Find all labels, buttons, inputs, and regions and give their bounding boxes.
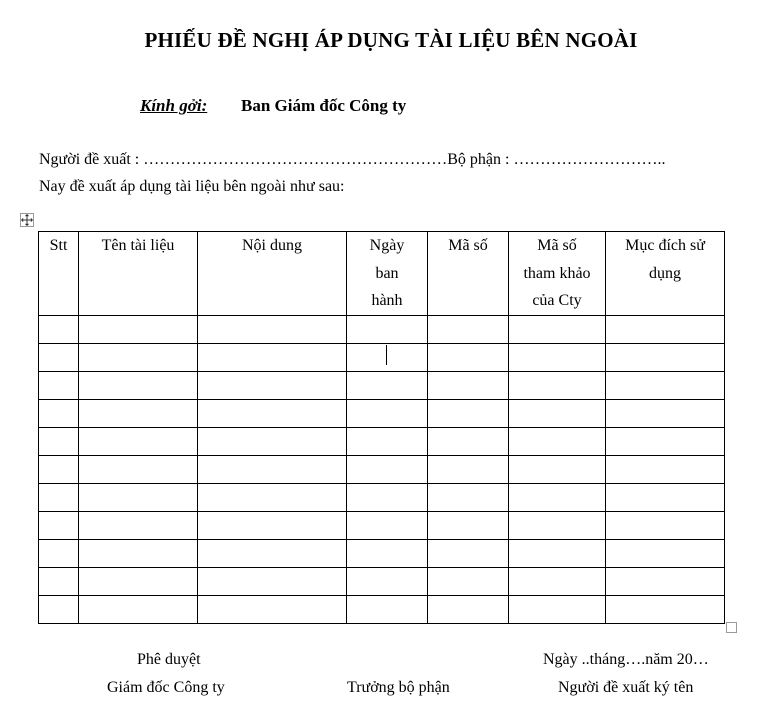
header-text-line: của Cty <box>532 292 582 309</box>
greeting-label: Kính gởi: <box>140 96 208 115</box>
table-header-row <box>39 232 725 316</box>
table-cell[interactable] <box>606 343 725 371</box>
header-text-line: Stt <box>49 237 68 254</box>
table-resize-handle-icon[interactable] <box>726 622 737 633</box>
table-cell[interactable] <box>606 455 725 483</box>
header-text-line: Ngày <box>369 237 405 254</box>
table-cell[interactable] <box>347 427 428 455</box>
table-cell[interactable] <box>428 371 509 399</box>
intro-line: Nay đề xuất áp dụng tài liệu bên ngoài như sau: <box>39 178 345 195</box>
director-signature-label: Giám đốc Công ty <box>107 679 225 696</box>
table-cell[interactable] <box>347 511 428 539</box>
table-row <box>39 483 725 511</box>
table-cell[interactable] <box>198 455 347 483</box>
proposer-signature-label: Người đề xuất ký tên <box>558 679 694 696</box>
table-cell[interactable] <box>79 567 198 595</box>
table-cell[interactable] <box>347 483 428 511</box>
table-cell[interactable] <box>39 595 79 623</box>
header-text-line: Mã số <box>448 237 488 254</box>
table-cell[interactable] <box>606 483 725 511</box>
table-header-cell <box>198 232 347 316</box>
table-row <box>39 455 725 483</box>
header-text-line: dụng <box>649 264 681 282</box>
table-cell[interactable] <box>509 539 606 567</box>
header-text-line: ban <box>375 264 399 282</box>
table-row <box>39 539 725 567</box>
table-cell[interactable] <box>79 315 198 343</box>
greeting <box>140 96 407 116</box>
table-cell[interactable] <box>428 343 509 371</box>
table-cell[interactable] <box>39 343 79 371</box>
table-cell[interactable] <box>39 427 79 455</box>
table-cell[interactable] <box>509 427 606 455</box>
table-cell[interactable] <box>39 539 79 567</box>
table-move-handle-icon[interactable] <box>20 213 34 227</box>
table-cell[interactable] <box>39 315 79 343</box>
table-row <box>39 567 725 595</box>
document-title: PHIẾU ĐỀ NGHỊ ÁP DỤNG TÀI LIỆU BÊN NGOÀI <box>144 28 638 52</box>
table-cell[interactable] <box>509 455 606 483</box>
header-text-line: hành <box>371 292 403 309</box>
greeting-recipient: Ban Giám đốc Công ty <box>241 96 407 115</box>
table-cell[interactable] <box>347 539 428 567</box>
table-cell[interactable] <box>606 427 725 455</box>
table-cell[interactable] <box>198 539 347 567</box>
table-cell[interactable] <box>347 595 428 623</box>
table-cell[interactable] <box>198 567 347 595</box>
table-cell[interactable] <box>347 399 428 427</box>
documents-table <box>38 231 725 624</box>
header-text-line: Mã số <box>537 237 577 254</box>
table-cell[interactable] <box>198 511 347 539</box>
table-cell[interactable] <box>509 511 606 539</box>
table-row <box>39 399 725 427</box>
table-cell[interactable] <box>606 567 725 595</box>
table-header-cell <box>509 232 606 316</box>
table-row <box>39 371 725 399</box>
table-cell[interactable] <box>347 371 428 399</box>
table-cell[interactable] <box>79 399 198 427</box>
table-cell[interactable] <box>606 399 725 427</box>
table-cell[interactable] <box>39 483 79 511</box>
table-cell[interactable] <box>606 371 725 399</box>
header-text-line: Nội dung <box>242 237 302 254</box>
table-cell[interactable] <box>198 315 347 343</box>
table-cell[interactable] <box>347 315 428 343</box>
table-cell[interactable] <box>509 343 606 371</box>
table-row <box>39 427 725 455</box>
table-cell[interactable] <box>428 455 509 483</box>
table-cell[interactable] <box>79 427 198 455</box>
table-cell[interactable] <box>79 455 198 483</box>
table-cell[interactable] <box>509 567 606 595</box>
table-cell[interactable] <box>347 567 428 595</box>
table-cell[interactable] <box>198 483 347 511</box>
table-header-cell <box>79 232 198 316</box>
table-cell[interactable] <box>428 595 509 623</box>
table-row <box>39 595 725 623</box>
table-cell[interactable] <box>79 539 198 567</box>
table-cell[interactable] <box>428 427 509 455</box>
table-cell[interactable] <box>347 343 428 371</box>
table-cell[interactable] <box>606 315 725 343</box>
table-cell[interactable] <box>606 511 725 539</box>
table-cell[interactable] <box>198 343 347 371</box>
table-cell[interactable] <box>428 315 509 343</box>
table-header-cell <box>428 232 509 316</box>
table-header-cell <box>347 232 428 316</box>
table-cell[interactable] <box>509 483 606 511</box>
text-cursor <box>386 345 387 365</box>
table-cell[interactable] <box>428 483 509 511</box>
header-text-line: Tên tài liệu <box>101 237 175 254</box>
table-cell[interactable] <box>509 315 606 343</box>
table-cell[interactable] <box>509 371 606 399</box>
table-row <box>39 343 725 371</box>
table-cell[interactable] <box>428 511 509 539</box>
header-text-line: Mục đích sử <box>625 237 705 254</box>
department-head-signature-label: Trưởng bộ phận <box>347 679 450 696</box>
table-cell[interactable] <box>606 595 725 623</box>
table-cell[interactable] <box>198 399 347 427</box>
table-cell[interactable] <box>428 539 509 567</box>
table-cell[interactable] <box>347 455 428 483</box>
proposer-line: Người đề xuất : …………………………………………………Bộ phận : ……………………….. <box>39 151 666 168</box>
table-cell[interactable] <box>39 511 79 539</box>
table-cell[interactable] <box>198 427 347 455</box>
table-cell[interactable] <box>39 455 79 483</box>
date-line: Ngày ..tháng….năm 20… <box>543 651 709 668</box>
table-header-cell <box>39 232 79 316</box>
table-cell[interactable] <box>79 343 198 371</box>
table-cell[interactable] <box>198 371 347 399</box>
approve-label: Phê duyệt <box>137 651 201 668</box>
table-cell[interactable] <box>79 511 198 539</box>
table-cell[interactable] <box>39 371 79 399</box>
table-row <box>39 315 725 343</box>
table-cell[interactable] <box>79 595 198 623</box>
table-row <box>39 511 725 539</box>
table-cell[interactable] <box>79 483 198 511</box>
table-cell[interactable] <box>79 371 198 399</box>
table-cell[interactable] <box>428 567 509 595</box>
table-cell[interactable] <box>198 595 347 623</box>
table-cell[interactable] <box>509 595 606 623</box>
table-cell[interactable] <box>606 539 725 567</box>
table-cell[interactable] <box>509 399 606 427</box>
table-cell[interactable] <box>428 399 509 427</box>
table-header-cell <box>606 232 725 316</box>
table-cell[interactable] <box>39 567 79 595</box>
header-text-line: tham khảo <box>523 264 591 282</box>
table-cell[interactable] <box>39 399 79 427</box>
